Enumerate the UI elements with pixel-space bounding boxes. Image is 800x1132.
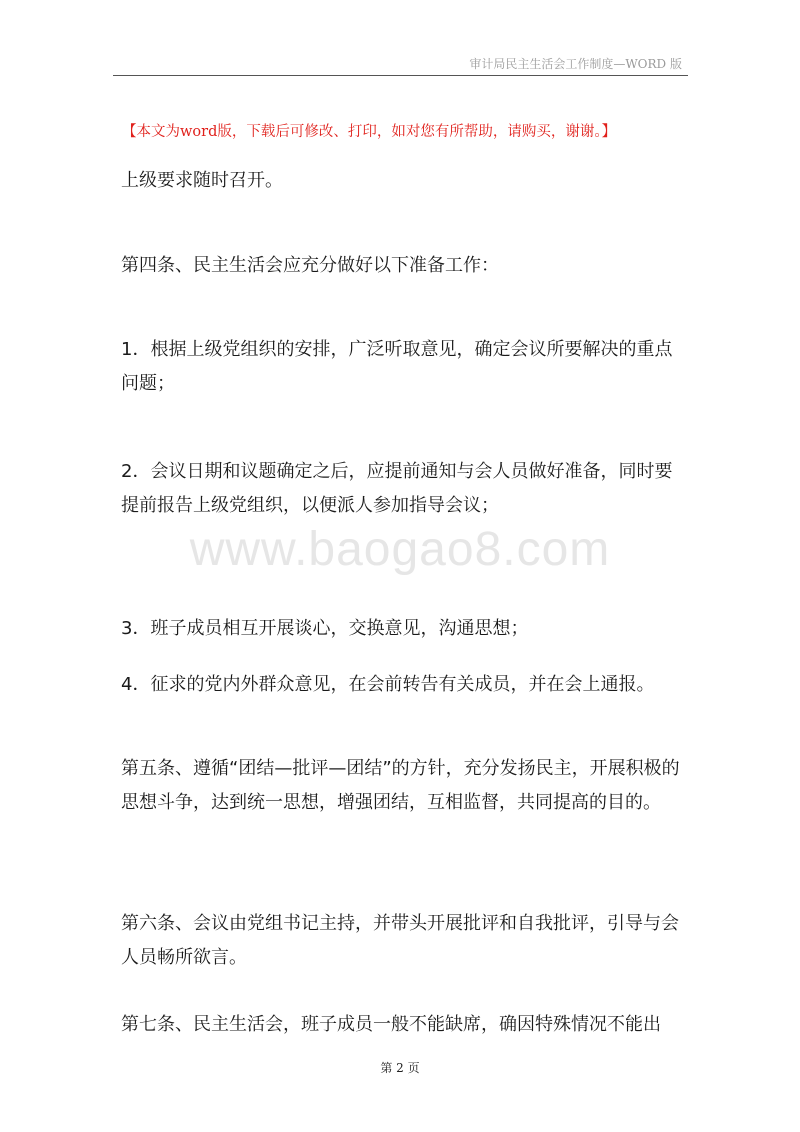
paragraph: 第四条、民主生活会应充分做好以下准备工作： (121, 255, 499, 276)
paragraph: 1．根据上级党组织的安排，广泛听取意见，确定会议所要解决的重点问题； (121, 339, 673, 394)
page-number: 第 2 页 (380, 1061, 420, 1075)
paragraph: 4．征求的党内外群众意见，在会前转告有关成员，并在会上通报。 (121, 674, 655, 695)
paragraph: 第七条、民主生活会，班子成员一般不能缺席，确因特殊情况不能出 (121, 1014, 661, 1035)
paragraph: 3．班子成员相互开展谈心，交换意见，沟通思想； (121, 618, 529, 639)
paragraph: 第六条、会议由党组书记主持，并带头开展批评和自我批评，引导与会人员畅所欲言。 (121, 913, 679, 968)
header-title: 审计局民主生活会工作制度—WORD 版 (469, 57, 682, 71)
watermark: www.baogao8.com (189, 523, 611, 576)
purchase-notice: 【本文为word版，下载后可修改、打印，如对您有所帮助，请购买，谢谢。】 (122, 124, 617, 140)
paragraph: 2．会议日期和议题确定之后，应提前通知与会人员做好准备，同时要提前报告上级党组织，以便派人参加指导会议； (121, 461, 673, 516)
paragraph: 第五条、遵循“团结—批评—团结”的方针，充分发扬民主，开展积极的思想斗争，达到统一思想，增强团结，互相监督，共同提高的目的。 (121, 758, 680, 813)
paragraph: 上级要求随时召开。 (121, 170, 283, 191)
header-divider (113, 75, 688, 76)
